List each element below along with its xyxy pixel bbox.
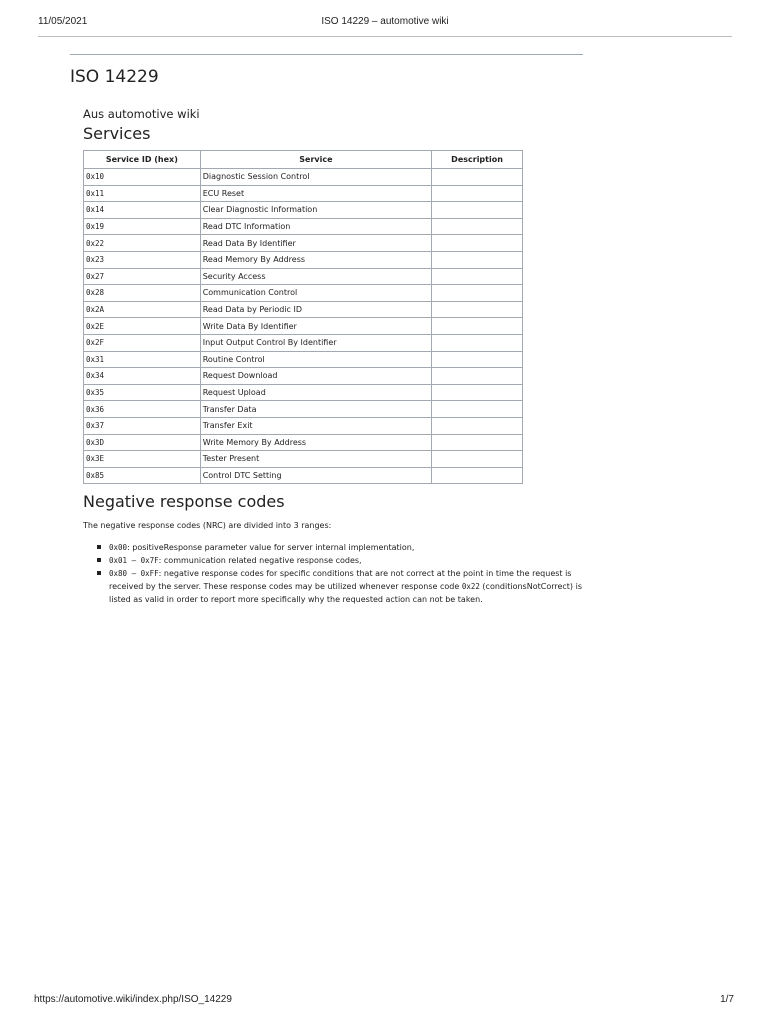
service-name-cell: Clear Diagnostic Information (200, 202, 431, 219)
list-item (109, 554, 583, 567)
article-body (83, 107, 583, 606)
table-row (84, 417, 523, 434)
service-id-cell: 0x19 (84, 218, 201, 235)
services-heading: Services (83, 124, 151, 143)
service-description-cell (432, 417, 523, 434)
print-page-title: ISO 14229 – automotive wiki (321, 16, 449, 27)
nrc-text: : communication related negative response codes, (158, 556, 362, 566)
service-description-cell (432, 334, 523, 351)
service-description-cell (432, 218, 523, 235)
service-id-cell: 0x27 (84, 268, 201, 285)
table-row (84, 451, 523, 468)
service-name-cell: Read DTC Information (200, 218, 431, 235)
service-name-cell: Communication Control (200, 285, 431, 302)
nrc-text: : negative response codes for specific conditions that are not correct at the point in time the request is received by the server. These response codes may be utilized whenever response code (109, 569, 572, 592)
service-id-cell: 0x85 (84, 467, 201, 484)
service-name-cell: Transfer Exit (200, 417, 431, 434)
table-row (84, 235, 523, 252)
service-id-cell: 0x36 (84, 401, 201, 418)
table-row (84, 301, 523, 318)
print-url: https://automotive.wiki/index.php/ISO_14229 (34, 994, 232, 1005)
list-item (109, 541, 583, 554)
service-description-cell (432, 251, 523, 268)
services-table (83, 150, 523, 484)
column-header-service: Service (200, 151, 431, 169)
service-name-cell: Input Output Control By Identifier (200, 334, 431, 351)
column-header-description: Description (432, 151, 523, 169)
service-description-cell (432, 268, 523, 285)
table-row (84, 185, 523, 202)
service-name-cell: Tester Present (200, 451, 431, 468)
service-id-cell: 0x22 (84, 235, 201, 252)
service-id-cell: 0x37 (84, 417, 201, 434)
table-row (84, 285, 523, 302)
service-id-cell: 0x14 (84, 202, 201, 219)
table-row (84, 467, 523, 484)
table-row (84, 318, 523, 335)
service-name-cell: Diagnostic Session Control (200, 169, 431, 186)
service-id-cell: 0x11 (84, 185, 201, 202)
list-item (109, 567, 583, 606)
service-name-cell: Read Data by Periodic ID (200, 301, 431, 318)
service-description-cell (432, 301, 523, 318)
service-description-cell (432, 434, 523, 451)
table-header-row (84, 151, 523, 169)
page-number: 1/7 (720, 994, 734, 1005)
table-row (84, 434, 523, 451)
service-name-cell: Security Access (200, 268, 431, 285)
service-id-cell: 0x3E (84, 451, 201, 468)
service-name-cell: Transfer Data (200, 401, 431, 418)
print-footer (34, 994, 734, 1008)
article-content (70, 54, 583, 606)
services-table-body (84, 169, 523, 484)
service-name-cell: Read Data By Identifier (200, 235, 431, 252)
service-name-cell: Request Download (200, 368, 431, 385)
table-row (84, 368, 523, 385)
header-divider (38, 36, 732, 37)
table-row (84, 218, 523, 235)
service-description-cell (432, 401, 523, 418)
service-description-cell (432, 185, 523, 202)
service-name-cell: Read Memory By Address (200, 251, 431, 268)
table-row (84, 334, 523, 351)
service-description-cell (432, 467, 523, 484)
nrc-list (83, 541, 583, 606)
nrc-text: (conditionsNotCorrect) is listed as valid in order to report more specifically why the requested action can not be taken. (109, 582, 582, 605)
table-row (84, 251, 523, 268)
service-description-cell (432, 235, 523, 252)
page-title: ISO 14229 (70, 67, 159, 87)
nrc-heading: Negative response codes (83, 492, 285, 512)
service-id-cell: 0x23 (84, 251, 201, 268)
table-row (84, 384, 523, 401)
service-name-cell: Write Data By Identifier (200, 318, 431, 335)
service-description-cell (432, 384, 523, 401)
service-description-cell (432, 169, 523, 186)
table-row (84, 169, 523, 186)
service-name-cell: ECU Reset (200, 185, 431, 202)
service-id-cell: 0x3D (84, 434, 201, 451)
service-id-cell: 0x2E (84, 318, 201, 335)
service-name-cell: Request Upload (200, 384, 431, 401)
service-id-cell: 0x35 (84, 384, 201, 401)
service-id-cell: 0x10 (84, 169, 201, 186)
nrc-inline-code: 0x22 (461, 582, 480, 592)
service-id-cell: 0x34 (84, 368, 201, 385)
table-row (84, 268, 523, 285)
nrc-code: 0x01 – 0x7F (109, 556, 159, 566)
table-row (84, 351, 523, 368)
table-row (84, 202, 523, 219)
service-id-cell: 0x2A (84, 301, 201, 318)
service-id-cell: 0x31 (84, 351, 201, 368)
site-tagline: Aus automotive wiki (83, 107, 200, 121)
service-name-cell: Control DTC Setting (200, 467, 431, 484)
nrc-text: : positiveResponse parameter value for server internal implementation, (127, 543, 415, 553)
service-description-cell (432, 318, 523, 335)
service-description-cell (432, 285, 523, 302)
service-name-cell: Write Memory By Address (200, 434, 431, 451)
title-divider (70, 54, 583, 55)
service-id-cell: 0x2F (84, 334, 201, 351)
nrc-code: 0x80 – 0xFF (109, 569, 159, 579)
column-header-service-id: Service ID (hex) (84, 151, 201, 169)
print-header (38, 16, 732, 30)
table-row (84, 401, 523, 418)
service-description-cell (432, 202, 523, 219)
service-description-cell (432, 351, 523, 368)
service-name-cell: Routine Control (200, 351, 431, 368)
service-id-cell: 0x28 (84, 285, 201, 302)
nrc-intro: The negative response codes (NRC) are divided into 3 ranges: (83, 521, 332, 531)
print-date: 11/05/2021 (38, 16, 88, 27)
service-description-cell (432, 451, 523, 468)
nrc-code: 0x00 (109, 543, 128, 553)
service-description-cell (432, 368, 523, 385)
